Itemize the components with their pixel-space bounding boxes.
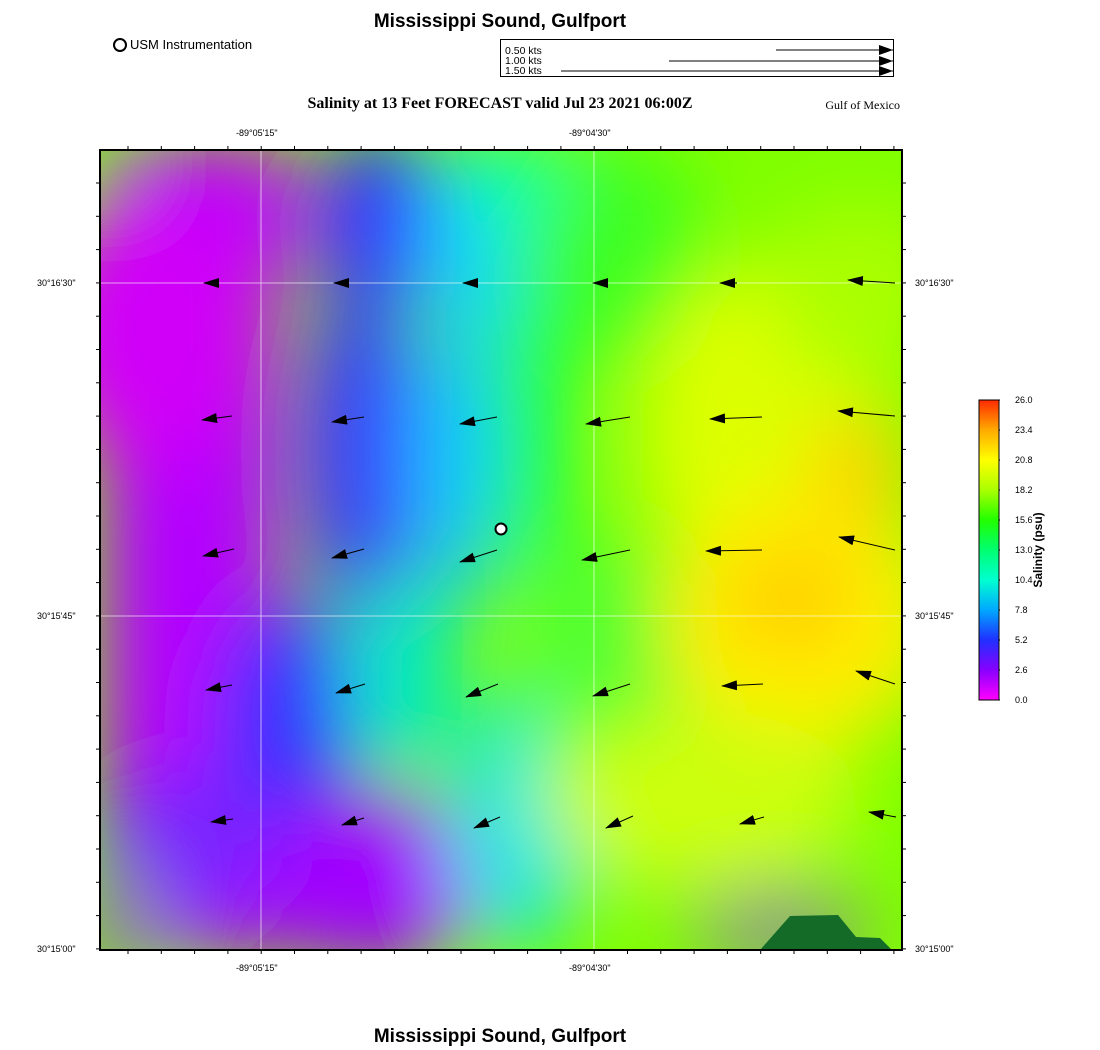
colorbar-tick-label: 0.0 [1015,695,1028,705]
salinity-field [40,130,950,995]
lat-label-right: 30°15'00" [915,944,954,954]
map-subtitle: Salinity at 13 Feet FORECAST valid Jul 23 2021 06:00Z [307,95,693,112]
usm-station-marker[interactable] [496,524,507,535]
lat-label-right: 30°16'30" [915,278,954,288]
colorbar-tick-label: 13.0 [1015,545,1033,555]
salinity-colorbar [978,399,1000,701]
colorbar-tick-label: 23.4 [1015,425,1033,435]
footer-title: Mississippi Sound, Gulfport [373,1026,627,1047]
instrumentation-legend-label: USM Instrumentation [130,37,253,52]
colorbar-tick-label: 2.6 [1015,665,1028,675]
colorbar-tick-label: 26.0 [1015,395,1033,405]
speed-key-label: 0.50 kts [505,45,542,57]
lon-label-bottom: -89°05'15" [236,963,278,973]
colorbar-tick-label: 5.2 [1015,635,1028,645]
colorbar-tick-label: 10.4 [1015,575,1033,585]
speed-key-label: 1.00 kts [505,55,542,67]
speed-key-label: 1.50 kts [505,65,542,77]
colorbar-tick-label: 7.8 [1015,605,1028,615]
lat-label-right: 30°15'45" [915,611,954,621]
lon-label-top: -89°04'30" [569,128,611,138]
colorbar-title-text: Salinity (psu) [1031,512,1045,588]
colorbar-tick-label: 18.2 [1015,485,1033,495]
region-label: Gulf of Mexico [825,98,900,112]
lat-label-left: 30°15'00" [37,944,76,954]
colorbar-tick-label: 20.8 [1015,455,1033,465]
lon-label-bottom: -89°04'30" [569,963,611,973]
lat-label-left: 30°16'30" [37,278,76,288]
map-title: Mississippi Sound, Gulfport [373,11,627,32]
lon-label-top: -89°05'15" [236,128,278,138]
lat-label-left: 30°15'45" [37,611,76,621]
colorbar-tick-label: 15.6 [1015,515,1033,525]
